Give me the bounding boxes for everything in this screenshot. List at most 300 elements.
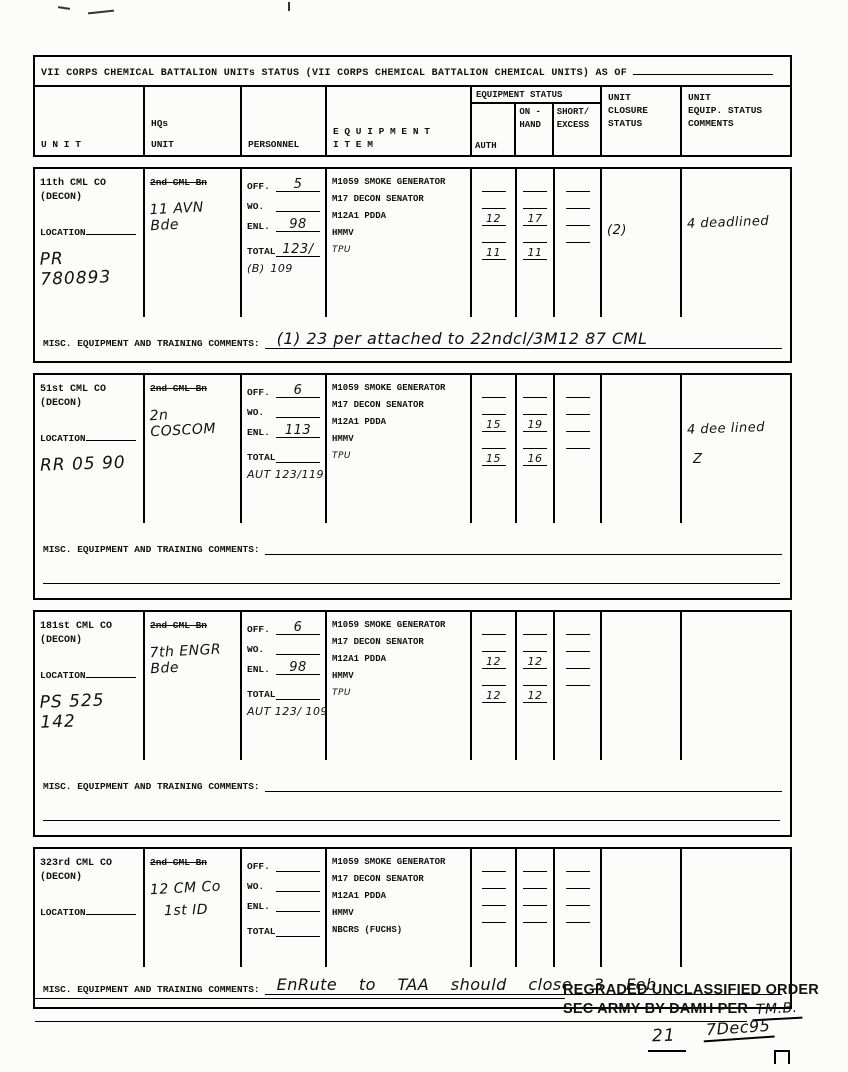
equipment-item: M12A1 PDDA bbox=[332, 211, 387, 221]
auth-row bbox=[474, 908, 513, 925]
short-row bbox=[557, 688, 598, 705]
short-row bbox=[557, 211, 598, 228]
form-title-row bbox=[33, 55, 792, 87]
blank-line bbox=[523, 672, 547, 686]
unit-block-51st-cml-co bbox=[33, 373, 792, 600]
equipment-item: M1059 SMOKE GENERATOR bbox=[332, 177, 446, 187]
total-note bbox=[247, 705, 328, 718]
short-row bbox=[557, 654, 598, 671]
hq-handwritten: 2n COSCOM bbox=[149, 407, 217, 441]
blank-line bbox=[566, 655, 590, 669]
enl-value: 113 bbox=[284, 423, 312, 438]
blank-line bbox=[523, 909, 547, 923]
auth-row bbox=[474, 654, 513, 671]
blank-line bbox=[566, 435, 590, 449]
blank-line bbox=[523, 435, 547, 449]
header-on-hand-l2: HAND bbox=[519, 120, 541, 130]
misc-comment-line bbox=[265, 772, 782, 792]
auth-column bbox=[472, 169, 517, 317]
blank-line bbox=[523, 178, 547, 192]
personnel-row-enl bbox=[247, 217, 320, 232]
blank-line bbox=[482, 401, 506, 415]
location-handwritten: PS 525 142 bbox=[39, 690, 105, 733]
total-value-line bbox=[276, 448, 320, 463]
auth-column bbox=[472, 849, 517, 967]
auth-row bbox=[474, 874, 513, 891]
regrade-signature-handwritten: TM.B. bbox=[752, 1000, 803, 1022]
blank-line bbox=[523, 875, 547, 889]
off-value-line bbox=[276, 177, 320, 192]
scan-artifact-mark bbox=[58, 6, 70, 10]
blank-line bbox=[523, 401, 547, 415]
header-hqs-l2: UNIT bbox=[151, 139, 174, 150]
total-note-1: AUT 123/119 bbox=[247, 468, 324, 481]
auth-row bbox=[474, 688, 513, 705]
misc-handwritten: (1) 23 per attached to 22ndcl/3M12 87 CML bbox=[276, 329, 648, 348]
auth-column bbox=[472, 375, 517, 523]
wo-label: WO. bbox=[247, 644, 265, 655]
header-equipment-status-label: EQUIPMENT STATUS bbox=[472, 87, 600, 104]
misc-handwritten: EnRute to TAA should close 3 Feb bbox=[276, 975, 657, 994]
enl-label: ENL. bbox=[247, 901, 270, 912]
total-label: TOTAL bbox=[247, 246, 276, 257]
unit-name: 51st CML CO bbox=[40, 384, 107, 395]
regrade-line-1: REGRADED UNCLASSIFIED ORDER bbox=[563, 982, 819, 998]
short-excess-column bbox=[555, 849, 602, 967]
hq-cell bbox=[145, 849, 242, 967]
auth-row bbox=[474, 400, 513, 417]
blank-line bbox=[566, 418, 590, 432]
total-note-1: (B) bbox=[247, 262, 265, 275]
unit-block-main bbox=[35, 375, 790, 523]
total-value: 123/ bbox=[282, 242, 314, 257]
header-on-hand-l1: ON - bbox=[519, 107, 541, 117]
location-row bbox=[40, 431, 138, 444]
form-title: VII CORPS CHEMICAL BATTALION UNITs STATUS (VII CORPS CHEMICAL BATTALION CHEMICAL UNITS) AS OF bbox=[41, 68, 627, 79]
scan-artifact-tick bbox=[288, 2, 290, 11]
equipment-item: M12A1 PDDA bbox=[332, 417, 387, 427]
auth-row bbox=[474, 925, 513, 942]
hq-printed-struck: 2nd CML Bn bbox=[150, 620, 208, 631]
misc-comments-row bbox=[35, 760, 790, 804]
personnel-row-enl bbox=[247, 423, 320, 438]
auth-row bbox=[474, 451, 513, 468]
personnel-cell bbox=[242, 849, 327, 967]
header-equipment-item bbox=[327, 87, 472, 155]
personnel-row-off bbox=[247, 857, 320, 872]
auth-row bbox=[474, 177, 513, 194]
auth-row bbox=[474, 417, 513, 434]
short-row bbox=[557, 177, 598, 194]
auth-column bbox=[472, 612, 517, 760]
blank-comment-line bbox=[43, 583, 780, 584]
short-row bbox=[557, 451, 598, 468]
auth-value: 11 bbox=[486, 246, 501, 259]
unit-cell bbox=[35, 612, 145, 760]
header-equip-l2: I T E M bbox=[333, 139, 373, 150]
blank-line bbox=[482, 672, 506, 686]
equipment-item: M17 DECON SENATOR bbox=[332, 400, 424, 410]
auth-value: 15 bbox=[486, 418, 501, 431]
header-equip-l1: E Q U I P M E N T bbox=[333, 126, 430, 137]
equip-comment-handwritten: 4 deadlined bbox=[686, 213, 770, 232]
blank-comment-line bbox=[35, 1021, 747, 1022]
blank-line bbox=[566, 858, 590, 872]
location-label: LOCATION bbox=[40, 907, 86, 918]
location-row bbox=[40, 905, 138, 918]
misc-comment-line bbox=[265, 329, 782, 349]
total-label: TOTAL bbox=[247, 926, 276, 937]
wo-value-line bbox=[276, 403, 320, 418]
corner-mark bbox=[774, 1050, 790, 1064]
total-value-line bbox=[276, 242, 320, 257]
header-equipment-status-group bbox=[472, 87, 602, 155]
unit-block-main bbox=[35, 612, 790, 760]
location-handwritten: PR 780893 bbox=[39, 248, 112, 290]
total-value-line bbox=[276, 685, 320, 700]
header-comments-l3: COMMENTS bbox=[688, 118, 734, 129]
hq-cell bbox=[145, 612, 242, 760]
header-closure-l3: STATUS bbox=[608, 118, 643, 129]
header-hqs-l1: HQs bbox=[151, 118, 169, 129]
blank-line bbox=[523, 621, 547, 635]
short-row bbox=[557, 383, 598, 400]
blank-line bbox=[566, 212, 590, 226]
value-line bbox=[523, 452, 547, 466]
on-hand-value: 17 bbox=[527, 212, 543, 225]
blank-line bbox=[482, 229, 506, 243]
equipment-item-handwritten: TPU bbox=[332, 245, 352, 255]
on-hand-value: 12 bbox=[527, 689, 543, 702]
off-value-line bbox=[276, 857, 320, 872]
hq-handwritten-2: 1st ID bbox=[163, 901, 209, 920]
off-label: OFF. bbox=[247, 624, 270, 635]
on-hand-row bbox=[519, 654, 551, 671]
enl-value: 98 bbox=[289, 217, 307, 232]
hq-handwritten: 7th ENGR Bde bbox=[149, 641, 222, 678]
location-row bbox=[40, 225, 138, 238]
location-blank-line bbox=[86, 225, 136, 235]
unit-block-181st-cml-co bbox=[33, 610, 792, 837]
on-hand-row bbox=[519, 194, 551, 211]
on-hand-row bbox=[519, 177, 551, 194]
personnel-row-enl bbox=[247, 897, 320, 912]
on-hand-row bbox=[519, 908, 551, 925]
on-hand-row bbox=[519, 891, 551, 908]
blank-line bbox=[566, 229, 590, 243]
on-hand-row bbox=[519, 211, 551, 228]
column-header-row bbox=[33, 87, 792, 157]
total-note bbox=[247, 262, 320, 275]
equipment-item: M1059 SMOKE GENERATOR bbox=[332, 383, 446, 393]
short-row bbox=[557, 671, 598, 688]
blank-line bbox=[566, 875, 590, 889]
header-personnel-label: PERSONNEL bbox=[248, 139, 300, 150]
unit-subname: (DECON) bbox=[40, 398, 83, 409]
misc-comments-row bbox=[35, 523, 790, 567]
off-value: 5 bbox=[293, 177, 303, 192]
on-hand-value: 11 bbox=[527, 246, 543, 259]
auth-row bbox=[474, 245, 513, 262]
misc-comment-line bbox=[265, 535, 782, 555]
header-comments-l1: UNIT bbox=[688, 92, 711, 103]
header-auth bbox=[472, 104, 516, 155]
auth-value: 12 bbox=[486, 212, 501, 225]
personnel-row-wo bbox=[247, 877, 320, 892]
location-row bbox=[40, 668, 138, 681]
location-handwritten: RR 05 90 bbox=[39, 452, 127, 476]
short-row bbox=[557, 245, 598, 262]
page-number-handwritten: 21 bbox=[651, 1025, 676, 1047]
on-hand-row bbox=[519, 451, 551, 468]
unit-name: 181st CML CO bbox=[40, 621, 113, 632]
enl-value-line bbox=[276, 660, 320, 675]
blank-line bbox=[482, 875, 506, 889]
personnel-row-off bbox=[247, 620, 320, 635]
equip-comment-handwritten bbox=[687, 893, 785, 896]
unit-name: 323rd CML CO bbox=[40, 858, 113, 869]
misc-label: MISC. EQUIPMENT AND TRAINING COMMENTS: bbox=[43, 338, 260, 349]
unit-subname: (DECON) bbox=[40, 635, 83, 646]
auth-row bbox=[474, 228, 513, 245]
personnel-row-total bbox=[247, 685, 320, 700]
auth-row bbox=[474, 857, 513, 874]
on-hand-row bbox=[519, 400, 551, 417]
header-personnel bbox=[242, 87, 327, 155]
equipment-item: HMMV bbox=[332, 434, 354, 444]
value-line bbox=[482, 246, 506, 260]
equip-comment-handwritten: 4 dee lined bbox=[686, 419, 766, 438]
off-label: OFF. bbox=[247, 181, 270, 192]
location-blank-line bbox=[86, 431, 136, 441]
personnel-row-enl bbox=[247, 660, 320, 675]
on-hand-column bbox=[517, 612, 555, 760]
unit-cell bbox=[35, 169, 145, 317]
short-row bbox=[557, 228, 598, 245]
header-unit-closure bbox=[602, 87, 682, 155]
header-comments-l2: EQUIP. STATUS bbox=[688, 105, 763, 116]
equipment-item: M17 DECON SENATOR bbox=[332, 874, 424, 884]
value-line bbox=[523, 418, 547, 432]
header-closure-l2: CLOSURE bbox=[608, 105, 648, 116]
short-excess-column bbox=[555, 375, 602, 523]
hq-handwritten: 12 CM Co bbox=[149, 878, 222, 899]
equip-comment-handwritten bbox=[687, 656, 785, 659]
short-row bbox=[557, 925, 598, 942]
hq-printed-struck: 2nd CML Bn bbox=[150, 857, 208, 868]
blank-line bbox=[566, 384, 590, 398]
equipment-item: HMMV bbox=[332, 671, 354, 681]
on-hand-row bbox=[519, 857, 551, 874]
wo-value-line bbox=[276, 640, 320, 655]
blank-comment-line bbox=[35, 998, 565, 999]
enl-label: ENL. bbox=[247, 427, 270, 438]
auth-value: 12 bbox=[486, 689, 501, 702]
equipment-item: HMMV bbox=[332, 908, 354, 918]
personnel-row-wo bbox=[247, 640, 320, 655]
short-row bbox=[557, 417, 598, 434]
blank-line bbox=[523, 858, 547, 872]
hq-cell bbox=[145, 169, 242, 317]
header-short-excess bbox=[554, 104, 600, 155]
unit-subname: (DECON) bbox=[40, 872, 83, 883]
on-hand-value: 12 bbox=[527, 655, 543, 668]
hq-cell bbox=[145, 375, 242, 523]
auth-row bbox=[474, 383, 513, 400]
equipment-items-cell bbox=[327, 849, 472, 967]
equipment-item: M17 DECON SENATOR bbox=[332, 194, 424, 204]
unit-cell bbox=[35, 849, 145, 967]
on-hand-row bbox=[519, 671, 551, 688]
blank-line bbox=[523, 638, 547, 652]
unit-subname: (DECON) bbox=[40, 192, 83, 203]
on-hand-row bbox=[519, 228, 551, 245]
on-hand-row bbox=[519, 434, 551, 451]
personnel-cell bbox=[242, 169, 327, 317]
blank-line bbox=[482, 195, 506, 209]
unit-block-main bbox=[35, 169, 790, 317]
equipment-item: NBCRS (FUCHS) bbox=[332, 925, 403, 935]
on-hand-column bbox=[517, 375, 555, 523]
value-line bbox=[523, 212, 547, 226]
short-row bbox=[557, 874, 598, 891]
blank-line bbox=[566, 195, 590, 209]
value-line bbox=[523, 689, 547, 703]
closure-cell bbox=[602, 169, 682, 317]
blank-line bbox=[482, 178, 506, 192]
total-label: TOTAL bbox=[247, 452, 276, 463]
short-excess-column bbox=[555, 612, 602, 760]
regrade-line-2-text: SEC ARMY BY DAMH PER bbox=[563, 1001, 749, 1017]
value-line bbox=[523, 246, 547, 260]
blank-line bbox=[482, 638, 506, 652]
personnel-row-total bbox=[247, 922, 320, 937]
blank-line bbox=[566, 178, 590, 192]
blank-line bbox=[566, 909, 590, 923]
blank-line bbox=[482, 858, 506, 872]
off-label: OFF. bbox=[247, 387, 270, 398]
personnel-row-wo bbox=[247, 197, 320, 212]
blank-line bbox=[523, 384, 547, 398]
enl-label: ENL. bbox=[247, 664, 270, 675]
short-row bbox=[557, 891, 598, 908]
as-of-blank-line bbox=[633, 65, 773, 75]
location-blank-line bbox=[86, 905, 136, 915]
closure-cell bbox=[602, 612, 682, 760]
auth-value: 12 bbox=[486, 655, 501, 668]
short-row bbox=[557, 434, 598, 451]
on-hand-row bbox=[519, 245, 551, 262]
total-value-line bbox=[276, 922, 320, 937]
wo-value-line bbox=[276, 197, 320, 212]
value-line bbox=[482, 655, 506, 669]
on-hand-row bbox=[519, 383, 551, 400]
on-hand-row bbox=[519, 620, 551, 637]
regrade-line-2 bbox=[563, 1001, 848, 1020]
enl-value-line bbox=[276, 897, 320, 912]
on-hand-column bbox=[517, 849, 555, 967]
short-row bbox=[557, 194, 598, 211]
wo-value-line bbox=[276, 877, 320, 892]
equipment-item: M12A1 PDDA bbox=[332, 891, 387, 901]
header-closure-l1: UNIT bbox=[608, 92, 631, 103]
blank-line bbox=[523, 195, 547, 209]
off-value: 6 bbox=[293, 383, 303, 398]
closure-cell bbox=[602, 849, 682, 967]
value-line bbox=[523, 655, 547, 669]
auth-row bbox=[474, 620, 513, 637]
auth-row bbox=[474, 671, 513, 688]
off-value: 6 bbox=[293, 620, 303, 635]
misc-label: MISC. EQUIPMENT AND TRAINING COMMENTS: bbox=[43, 984, 260, 995]
on-hand-value: 19 bbox=[527, 418, 543, 431]
unit-block-11th-cml-co bbox=[33, 167, 792, 363]
header-equip-status-comments bbox=[682, 87, 790, 155]
auth-row bbox=[474, 637, 513, 654]
wo-label: WO. bbox=[247, 201, 265, 212]
equip-comment-handwritten-2: Z bbox=[693, 452, 703, 467]
hq-printed-struck: 2nd CML Bn bbox=[150, 177, 208, 188]
value-line bbox=[482, 452, 506, 466]
short-row bbox=[557, 637, 598, 654]
misc-label: MISC. EQUIPMENT AND TRAINING COMMENTS: bbox=[43, 781, 260, 792]
value-line bbox=[482, 418, 506, 432]
location-label: LOCATION bbox=[40, 227, 86, 238]
total-note-1: AUT 123/ 109 bbox=[247, 705, 328, 718]
off-label: OFF. bbox=[247, 861, 270, 872]
location-label: LOCATION bbox=[40, 670, 86, 681]
on-hand-value: 16 bbox=[527, 452, 543, 465]
closure-handwritten: (2) bbox=[607, 223, 627, 238]
blank-line bbox=[482, 384, 506, 398]
misc-label: MISC. EQUIPMENT AND TRAINING COMMENTS: bbox=[43, 544, 260, 555]
header-status-subcolumns bbox=[472, 104, 600, 155]
enl-value: 98 bbox=[289, 660, 307, 675]
on-hand-row bbox=[519, 874, 551, 891]
total-note-2: 109 bbox=[270, 262, 293, 275]
blank-line bbox=[523, 892, 547, 906]
personnel-row-total bbox=[247, 448, 320, 463]
location-blank-line bbox=[86, 668, 136, 678]
equipment-item: M17 DECON SENATOR bbox=[332, 637, 424, 647]
equip-comments-cell bbox=[682, 375, 790, 523]
equipment-items-cell bbox=[327, 612, 472, 760]
blank-line bbox=[566, 401, 590, 415]
personnel-cell bbox=[242, 375, 327, 523]
blank-line bbox=[482, 892, 506, 906]
on-hand-row bbox=[519, 925, 551, 942]
equip-comments-cell bbox=[682, 169, 790, 317]
off-value-line bbox=[276, 383, 320, 398]
equipment-item: M1059 SMOKE GENERATOR bbox=[332, 857, 446, 867]
on-hand-column bbox=[517, 169, 555, 317]
total-note bbox=[247, 468, 324, 481]
header-hqs-unit bbox=[145, 87, 242, 155]
blank-line bbox=[482, 435, 506, 449]
on-hand-row bbox=[519, 637, 551, 654]
enl-value-line bbox=[276, 217, 320, 232]
short-excess-column bbox=[555, 169, 602, 317]
equipment-item: M12A1 PDDA bbox=[332, 654, 387, 664]
header-short-l1: SHORT/ bbox=[556, 107, 590, 117]
off-value-line bbox=[276, 620, 320, 635]
auth-row bbox=[474, 211, 513, 228]
value-line bbox=[482, 212, 506, 226]
equipment-item: M1059 SMOKE GENERATOR bbox=[332, 620, 446, 630]
header-unit bbox=[35, 87, 145, 155]
personnel-row-off bbox=[247, 177, 320, 192]
status-form bbox=[33, 55, 792, 1009]
